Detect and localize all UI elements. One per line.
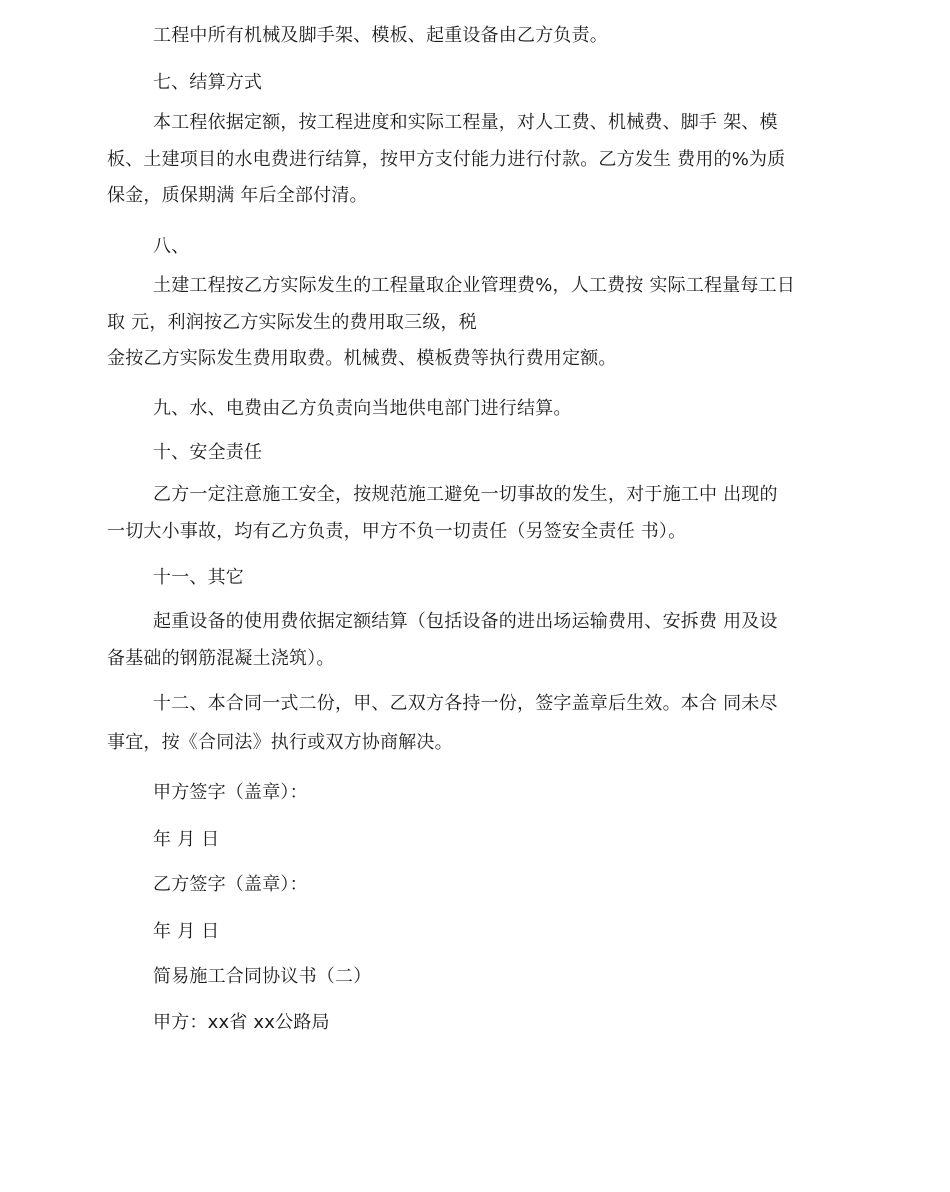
settlement-paragraph-line-2: 板、土建项目的水电费进行结算，按甲方支付能力进行付款。乙方发生 费用的%为质 bbox=[107, 149, 786, 170]
safety-paragraph-line-1: 乙方一定注意施工安全，按规范施工避免一切事故的发生，对于施工中 出现的 bbox=[153, 484, 778, 505]
heading-safety-responsibility: 十、安全责任 bbox=[153, 442, 263, 463]
safety-paragraph-line-2: 一切大小事故，均有乙方负责，甲方不负一切责任（另签安全责任 书）。 bbox=[107, 521, 687, 542]
heading-section-eight: 八、 bbox=[153, 236, 190, 257]
party-b-date-label: 年 月 日 bbox=[153, 921, 220, 942]
crane-paragraph-line-1: 起重设备的使用费依据定额结算（包括设备的进出场运输费用、安拆费 用及设 bbox=[153, 611, 778, 632]
party-a-date-label: 年 月 日 bbox=[153, 829, 220, 850]
settlement-paragraph-line-1: 本工程依据定额，按工程进度和实际工程量，对人工费、机械费、脚手 架、模 bbox=[153, 112, 778, 133]
clause-utilities-settlement: 九、水、电费由乙方负责向当地供电部门进行结算。 bbox=[153, 398, 572, 419]
settlement-paragraph-line-3: 保金，质保期满 年后全部付清。 bbox=[107, 185, 368, 206]
party-a-name: 甲方：xx省 xx公路局 bbox=[153, 1012, 330, 1033]
fee-paragraph-line-1: 土建工程按乙方实际发生的工程量取企业管理费%，人工费按 实际工程量每工日 bbox=[153, 275, 796, 296]
party-a-signature-label: 甲方签字（盖章）： bbox=[153, 782, 308, 803]
crane-paragraph-line-2: 备基础的钢筋混凝土浇筑）。 bbox=[107, 648, 335, 669]
contract-copies-line-1: 十二、本合同一式二份，甲、乙双方各持一份，签字盖章后生效。本合 同未尽 bbox=[153, 693, 778, 714]
clause-machinery-responsibility: 工程中所有机械及脚手架、模板、起重设备由乙方负责。 bbox=[153, 25, 608, 46]
fee-paragraph-line-2: 取 元，利润按乙方实际发生的费用取三级，税 bbox=[107, 312, 477, 333]
heading-other: 十一、其它 bbox=[153, 567, 244, 588]
document-title-part-two: 简易施工合同协议书（二） bbox=[153, 966, 372, 987]
fee-paragraph-line-3: 金按乙方实际发生费用取费。机械费、模板费等执行费用定额。 bbox=[107, 348, 617, 369]
contract-copies-line-2: 事宜，按《合同法》执行或双方协商解决。 bbox=[107, 732, 453, 753]
heading-settlement-method: 七、结算方式 bbox=[153, 72, 263, 93]
party-b-signature-label: 乙方签字（盖章）： bbox=[153, 874, 308, 895]
